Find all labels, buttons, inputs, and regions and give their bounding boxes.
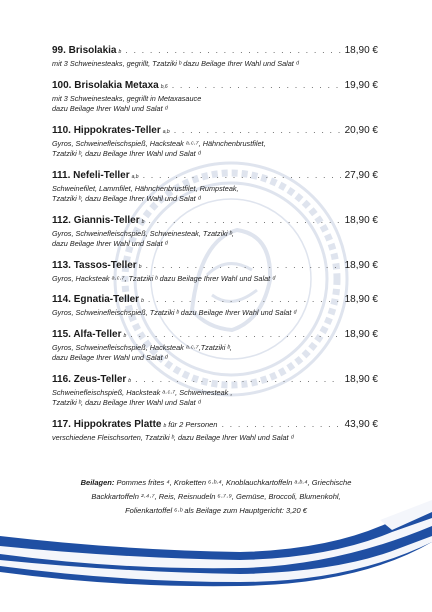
item-name: 110. Hippokrates-Teller — [52, 124, 161, 136]
item-name: 99. Brisolakia — [52, 45, 117, 56]
menu-item — [52, 373, 378, 409]
menu-item — [52, 418, 378, 444]
item-price: 19,90 € — [344, 79, 378, 91]
greek-flag-ribbon — [0, 500, 432, 612]
menu-item — [52, 328, 378, 364]
sides-text-1: Pommes frites ⁴, Kroketten ⁶·ᵇ·⁴, Knoblauchkartoffeln ᵃ·ᵇ·⁴, Griechische — [116, 478, 352, 487]
dot-leader — [221, 418, 340, 431]
item-name: 117. Hippokrates Platte — [52, 418, 162, 430]
item-description: Schweinefilet, Lammfilet, Hähnchenbrustfilet, Rumpsteak, — [52, 183, 239, 193]
menu-item — [52, 169, 378, 205]
menu-item — [52, 79, 378, 115]
item-description: verschiedene Fleischsorten, Tzatziki ᵇ, dazu Beilage Ihrer Wahl und Salat ᵈ — [52, 432, 294, 442]
allergen-codes: b — [141, 298, 144, 304]
menu-list — [52, 44, 378, 452]
item-price: 18,90 € — [344, 259, 378, 271]
allergen-codes: b — [128, 377, 132, 384]
menu-item — [52, 293, 378, 319]
item-description: mit 3 Schweinesteaks, gegrillt in Metaxasauce — [52, 93, 202, 103]
item-description: Tzatziki ᵇ, dazu Beilage Ihrer Wahl und Salat ᵈ — [52, 149, 201, 158]
item-name: 100. Brisolakia Metaxa — [52, 79, 159, 91]
allergen-codes: b — [163, 422, 167, 429]
dot-leader — [130, 328, 340, 341]
item-price: 43,90 € — [344, 418, 378, 430]
item-description: dazu Beilage Ihrer Wahl und Salat ᵈ — [52, 353, 168, 362]
item-description: Tzatziki ᵇ, dazu Beilage Ihrer Wahl und Salat ᵈ — [52, 398, 201, 407]
dot-leader — [135, 373, 341, 386]
item-name: 115. Alfa-Teller — [52, 328, 122, 340]
dot-leader — [143, 169, 341, 182]
allergen-codes: a,b — [131, 173, 139, 180]
item-name: 113. Tassos-Teller — [52, 259, 137, 271]
item-price: 18,90 € — [344, 373, 378, 385]
dot-leader — [125, 44, 340, 57]
allergen-codes: b,6 — [160, 83, 168, 90]
dot-leader — [172, 79, 341, 92]
item-name: 111. Nefeli-Teller — [52, 169, 130, 181]
dot-leader — [174, 124, 341, 137]
item-description: Gyros, Schweinefleischspieß, Schweinesteak, Tzatziki ᵇ, — [52, 228, 234, 238]
item-price: 27,90 € — [344, 169, 378, 181]
item-description: dazu Beilage Ihrer Wahl und Salat ᵈ — [52, 239, 168, 248]
item-price: 18,90 € — [344, 328, 378, 340]
item-description: Tzatziki ᵇ, dazu Beilage Ihrer Wahl und Salat ᵈ — [52, 194, 201, 203]
item-description: Schweinefleischspieß, Hacksteak ᵃ·ᶜ·⁷, Schweinesteak , — [52, 387, 233, 397]
item-price: 18,90 € — [344, 45, 378, 56]
item-name: 112. Giannis-Teller — [52, 214, 140, 226]
allergen-codes: a,b — [162, 128, 170, 135]
item-name: 116. Zeus-Teller — [52, 373, 127, 385]
dot-leader — [148, 293, 341, 306]
allergen-codes: b — [123, 332, 127, 339]
item-price: 18,90 € — [344, 294, 378, 305]
sides-line-1 — [60, 476, 372, 490]
item-description: Gyros, Hacksteak ᵃ·ᶜ·⁷, Tzatziki ᵇ dazu Beilage Ihrer Wahl und Salat ᵈ — [52, 273, 276, 283]
menu-item — [52, 44, 378, 70]
item-note: für 2 Personen — [168, 419, 218, 429]
item-description: Gyros, Schweinefleischspieß, Hacksteak ᵃ·ᶜ·⁷,Tzatziki ᵇ, — [52, 342, 232, 352]
dot-leader — [148, 214, 340, 227]
item-description: Gyros, Schweinefleischspieß, Hacksteak ᵃ·ᶜ·⁷, Hähnchenbrustfilet, — [52, 138, 266, 148]
sides-label: Beilagen: — [80, 478, 115, 487]
allergen-codes: b — [138, 263, 142, 270]
item-price: 18,90 € — [344, 214, 378, 226]
menu-item — [52, 214, 378, 250]
item-description: dazu Beilage Ihrer Wahl und Salat ᵈ — [52, 104, 168, 113]
item-description: mit 3 Schweinesteaks, gegrillt, Tzatziki ᵇ dazu Beilage Ihrer Wahl und Salat ᵈ — [52, 59, 299, 68]
item-description: Gyros, Schweinefleischspieß, Tzatziki ᵇ dazu Beilage Ihrer Wahl und Salat ᵈ — [52, 308, 297, 317]
dot-leader — [145, 259, 340, 272]
sides-line-2: Backkartoffeln ²·⁴·⁷, Reis, Reisnudeln ⁶·⁷·⁹, Gemüse, Broccoli, Blumenkohl, — [91, 492, 341, 501]
item-name: 114. Egnatia-Teller — [52, 294, 140, 305]
sides-line-3: Folienkartoffel ⁶·ᵇ als Beilage zum Hauptgericht: 3,20 € — [125, 506, 307, 515]
menu-item — [52, 259, 378, 285]
item-price: 20,90 € — [344, 124, 378, 136]
allergen-codes: b — [118, 49, 122, 55]
allergen-codes: b — [141, 218, 145, 225]
menu-item — [52, 124, 378, 160]
